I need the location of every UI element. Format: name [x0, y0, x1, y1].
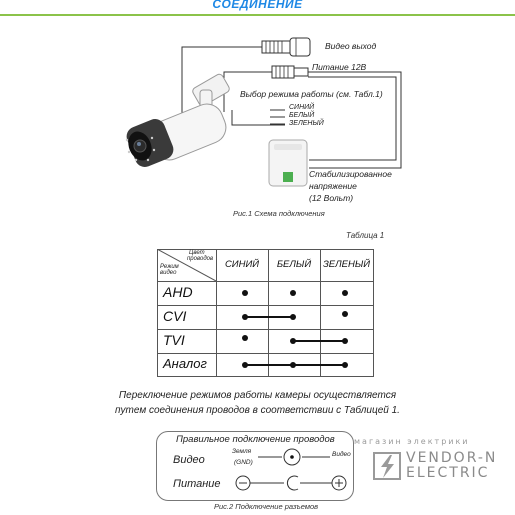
connector-power-label: Питание	[173, 478, 221, 490]
bullet-camera-icon	[124, 73, 231, 170]
connector-title: Правильное подключение проводов	[176, 434, 335, 445]
mode-select-label: Выбор режима работы (см. Табл.1)	[240, 89, 383, 99]
dot-cvi-white	[290, 314, 296, 320]
wire-white-label: БЕЛЫЙ	[289, 112, 315, 119]
corner-header-bottom-b: видео	[160, 270, 177, 276]
mode-table	[157, 249, 374, 377]
mode-switch-line2: путем соединения проводов в соответствии с Таблицей 1.	[115, 405, 400, 416]
connector-caption: Рис.2 Подключение разъемов	[214, 502, 319, 511]
ground-label-b: (GND)	[234, 459, 253, 466]
row-label-cvi: CVI	[163, 308, 187, 324]
diagram-caption: Рис.1 Схема подключения	[233, 209, 325, 218]
dot-tvi-green	[342, 338, 348, 344]
power-label: Питание 12В	[312, 62, 367, 72]
connector-schematic	[0, 440, 360, 510]
row-label-ahd: AHD	[163, 284, 193, 300]
corner-header-top-a: Цвет	[189, 250, 205, 256]
video-small-label: Видео	[332, 451, 351, 458]
corner-header-bottom-a: Режим	[160, 264, 179, 270]
corner-header-top-b: проводов	[187, 256, 214, 262]
link-cvi-blue-white	[245, 316, 293, 318]
link-tvi-white-green	[293, 340, 345, 342]
wire-blue-label: СИНИЙ	[289, 104, 315, 111]
power-connector-icon	[272, 66, 308, 78]
dot-analog-green	[342, 362, 348, 368]
psu-label-line1: Стабилизированное	[309, 169, 392, 179]
watermark-brand-line1: VENDOR-N	[406, 450, 498, 466]
lightning-logo-icon	[372, 451, 402, 481]
mode-switch-text	[0, 388, 515, 418]
barrel-plug-icon	[287, 476, 298, 490]
dot-ahd-green	[342, 290, 348, 296]
column-header-white: БЕЛЫЙ	[276, 259, 312, 270]
dot-ahd-white	[290, 290, 296, 296]
dot-ahd-blue	[242, 290, 248, 296]
watermark-brand-line2: ELECTRIC	[406, 465, 490, 481]
row-label-analog: Аналог	[163, 356, 207, 371]
dot-tvi-blue	[242, 335, 248, 341]
connector-video-label: Видео	[173, 454, 205, 466]
bnc-connector-icon	[262, 38, 310, 56]
ground-label-a: Земля	[232, 448, 252, 455]
page-title: СОЕДИНЕНИЕ	[212, 0, 303, 11]
dot-cvi-green	[342, 311, 348, 317]
mode-switch-line1: Переключение режимов работы камеры осуществляется	[118, 390, 397, 401]
video-out-label: Видео выход	[325, 41, 377, 51]
column-header-green: ЗЕЛЕНЫЙ	[322, 259, 371, 270]
row-label-tvi: TVI	[163, 332, 185, 348]
connection-diagram	[0, 0, 515, 240]
watermark-shop-text: магазин электрики	[354, 437, 470, 446]
wire-green-label: ЗЕЛЕНЫЙ	[289, 120, 324, 127]
psu-label-line3: (12 Вольт)	[309, 193, 354, 203]
column-header-blue: СИНИЙ	[224, 259, 260, 270]
power-supply-icon	[269, 140, 307, 186]
table-title: Таблица 1	[346, 231, 385, 240]
psu-label-line2: напряжение	[309, 181, 357, 191]
dot-analog-white	[290, 362, 296, 368]
